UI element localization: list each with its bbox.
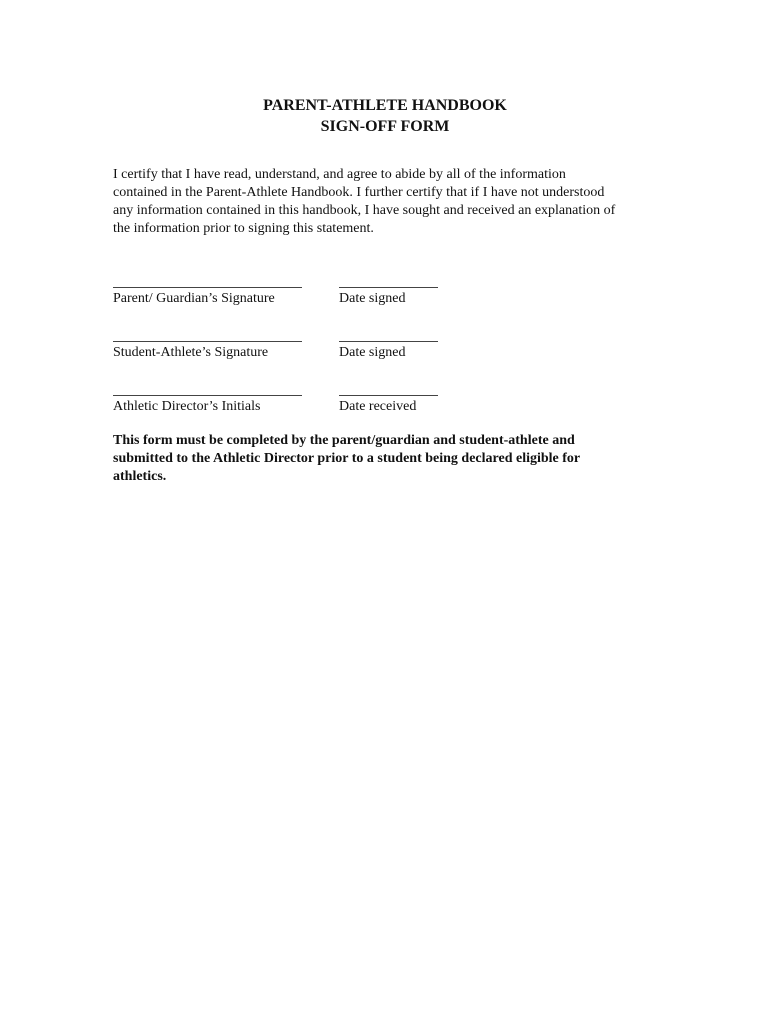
parent-signature-line[interactable] — [113, 287, 302, 288]
parent-signature-label: Parent/ Guardian’s Signature — [113, 291, 275, 306]
note-line: athletics. — [113, 469, 167, 484]
statement-line: I certify that I have read, understand, and agree to abide by all of the information — [113, 167, 566, 182]
certification-statement — [113, 166, 673, 238]
statement-line: contained in the Parent-Athlete Handbook. I further certify that if I have not understood — [113, 185, 605, 200]
document-title: PARENT-ATHLETE HANDBOOK — [263, 97, 507, 114]
note-line: submitted to the Athletic Director prior to a student being declared eligible for — [113, 451, 581, 466]
note-line: This form must be completed by the parent/guardian and student-athlete and — [113, 433, 575, 448]
student-signature-line[interactable] — [113, 341, 302, 342]
parent-date-label: Date signed — [339, 291, 406, 306]
director-date-label: Date received — [339, 399, 417, 414]
parent-date-line[interactable] — [339, 287, 438, 288]
statement-line: any information contained in this handbook, I have sought and received an explanation of — [113, 203, 616, 218]
director-date-line[interactable] — [339, 395, 438, 396]
document-subtitle: SIGN-OFF FORM — [320, 118, 450, 135]
director-initials-label: Athletic Director’s Initials — [113, 399, 261, 414]
student-date-line[interactable] — [339, 341, 438, 342]
student-date-label: Date signed — [339, 345, 406, 360]
director-initials-line[interactable] — [113, 395, 302, 396]
student-signature-label: Student-Athlete’s Signature — [113, 345, 269, 360]
statement-line: the information prior to signing this statement. — [113, 221, 374, 236]
submission-note — [113, 432, 673, 486]
